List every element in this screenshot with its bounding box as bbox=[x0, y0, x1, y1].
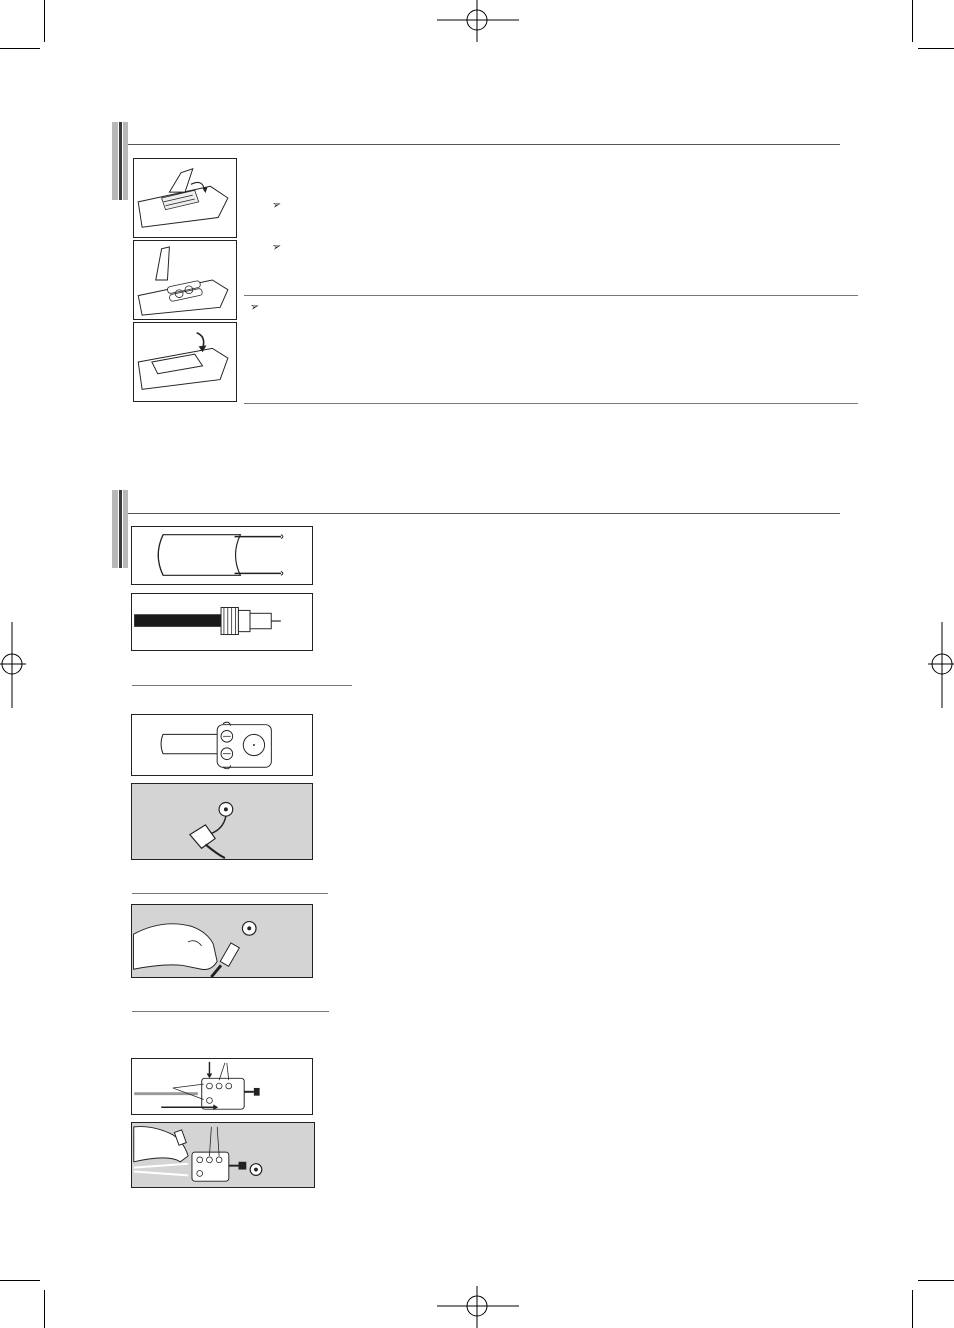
registration-target-icon bbox=[928, 622, 954, 708]
step-divider bbox=[132, 685, 352, 686]
remote-battery-cover-closed-figure bbox=[133, 322, 237, 402]
note-arrow-icon: ➢ bbox=[270, 239, 283, 254]
coaxial-cable-figure bbox=[131, 593, 313, 651]
section-tab bbox=[119, 490, 122, 568]
crop-mark bbox=[44, 1290, 45, 1328]
adaptor-into-terminal-figure bbox=[131, 783, 313, 860]
crop-mark bbox=[44, 0, 45, 42]
step-divider bbox=[132, 893, 328, 894]
hand-plug-icon bbox=[132, 905, 312, 977]
note-arrow-icon: ➢ bbox=[248, 299, 261, 314]
splitter-icon bbox=[132, 1123, 314, 1187]
section-header-rule bbox=[128, 144, 840, 145]
adaptor-icon bbox=[132, 715, 312, 775]
splitter-diagram-figure bbox=[131, 1058, 313, 1115]
remote-control-icon bbox=[134, 323, 236, 401]
crop-mark bbox=[918, 1280, 954, 1281]
battery-icon bbox=[134, 241, 236, 319]
section-tab bbox=[123, 490, 128, 568]
hand-coaxial-plug-figure bbox=[131, 904, 313, 978]
section-tab bbox=[112, 490, 118, 568]
crop-mark bbox=[0, 1280, 40, 1281]
note-box-bottom-rule bbox=[244, 403, 858, 404]
splitter-connection-figure bbox=[131, 1122, 315, 1188]
splitter-icon bbox=[132, 1059, 312, 1114]
crop-mark bbox=[0, 48, 40, 49]
registration-target-icon bbox=[437, 1286, 519, 1328]
section-tab bbox=[119, 122, 122, 200]
note-arrow-icon: ➢ bbox=[270, 197, 283, 212]
remote-batteries-inserted-figure bbox=[133, 240, 237, 320]
remote-battery-cover-open-figure bbox=[133, 158, 237, 238]
note-box-top-rule bbox=[244, 295, 858, 296]
section-tab bbox=[123, 122, 128, 200]
crop-mark bbox=[912, 1290, 913, 1328]
crop-mark bbox=[912, 0, 913, 42]
section-header-rule bbox=[128, 513, 840, 514]
crop-mark bbox=[918, 48, 954, 49]
antenna-terminal-icon bbox=[132, 784, 312, 859]
step-divider bbox=[132, 1011, 329, 1012]
twin-lead-cable-figure bbox=[131, 526, 313, 585]
twin-lead-adaptor-screws-figure bbox=[131, 714, 313, 776]
remote-control-icon bbox=[134, 159, 236, 237]
coaxial-cable-icon bbox=[132, 594, 312, 650]
section-tab bbox=[112, 122, 118, 200]
registration-target-icon bbox=[437, 0, 519, 42]
registration-target-icon bbox=[0, 622, 26, 708]
twin-lead-cable-icon bbox=[132, 527, 312, 584]
